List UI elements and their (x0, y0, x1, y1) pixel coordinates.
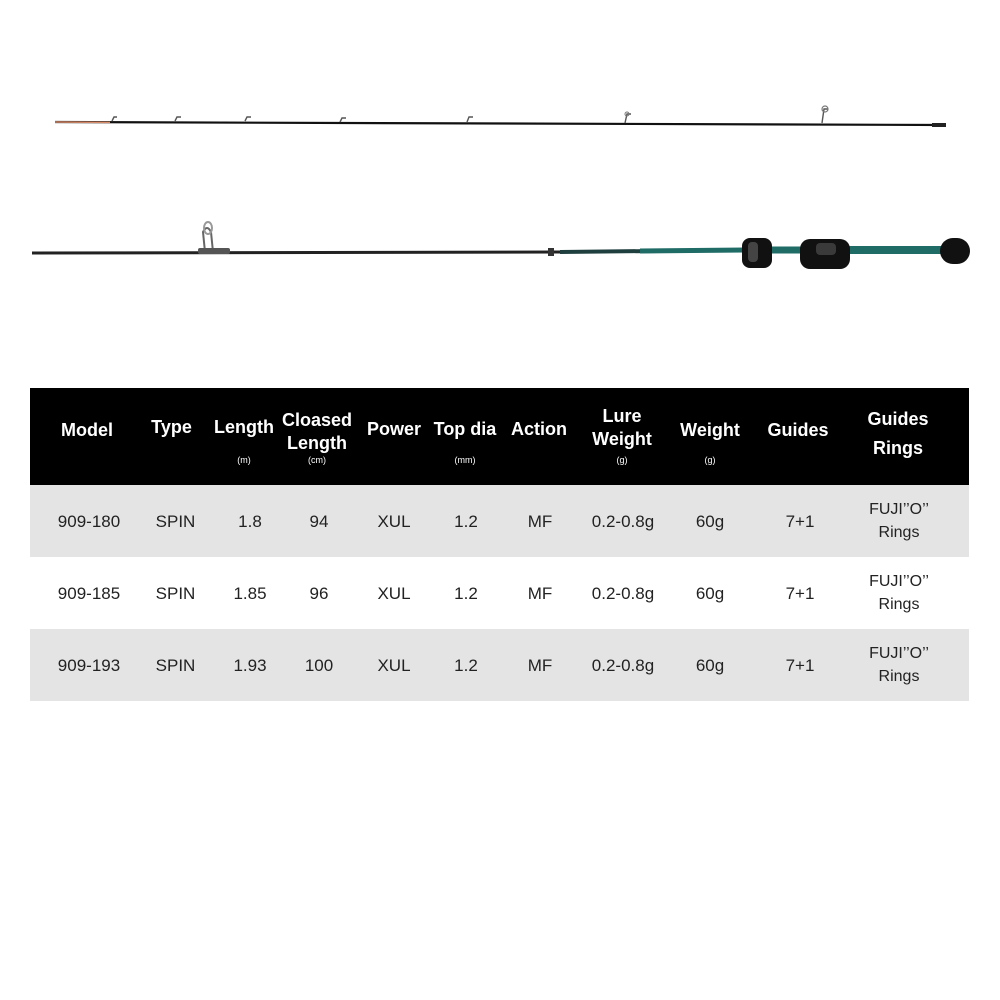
cell-type: SPIN (155, 511, 196, 531)
cell-power: XUL (377, 655, 411, 675)
cell-length: 1.85 (233, 583, 267, 603)
cell-type: SPIN (155, 583, 196, 603)
cell-guides: 7+1 (785, 655, 815, 675)
cell-top-dia: 1.2 (454, 655, 478, 675)
cell-model: 909-193 (57, 655, 121, 675)
header-lure-weight: Lure Weight (g) (592, 406, 652, 465)
header-top-dia: Top dia (mm) (433, 419, 497, 465)
cell-weight: 60g (695, 511, 725, 531)
rod-tip-section-icon (55, 106, 946, 127)
header-guides-rings: Guides Rings (867, 409, 929, 458)
header-model: Model (61, 420, 113, 440)
header-action: Action (511, 419, 567, 439)
cell-type: SPIN (155, 655, 196, 675)
cell-closed-length: 100 (304, 655, 334, 675)
header-closed-length: Cloased Length (cm) (281, 410, 353, 465)
cell-guides-rings: FUJI’’O’’ Rings (869, 645, 929, 685)
table-header-row (30, 388, 969, 485)
cell-top-dia: 1.2 (454, 583, 478, 603)
cell-action: MF (527, 583, 553, 603)
header-power: Power (366, 419, 422, 439)
cell-model: 909-180 (57, 511, 121, 531)
table-row (30, 485, 969, 557)
cell-closed-length: 96 (309, 583, 329, 603)
spec-table (30, 388, 969, 701)
table-row (30, 629, 969, 701)
cell-guides: 7+1 (785, 511, 815, 531)
header-weight: Weight (g) (680, 420, 740, 465)
cell-action: MF (527, 655, 553, 675)
header-type: Type (151, 417, 192, 437)
rod-butt-section-icon (32, 222, 970, 269)
header-guides: Guides (767, 420, 829, 440)
cell-top-dia: 1.2 (454, 511, 478, 531)
cell-guides-rings: FUJI’’O’’ Rings (869, 501, 929, 541)
cell-action: MF (527, 511, 553, 531)
cell-length: 1.93 (233, 655, 267, 675)
cell-guides: 7+1 (785, 583, 815, 603)
cell-lure-weight: 0.2-0.8g (591, 583, 655, 603)
cell-weight: 60g (695, 655, 725, 675)
table-row (30, 557, 969, 629)
cell-closed-length: 94 (309, 511, 329, 531)
cell-power: XUL (377, 583, 411, 603)
cell-weight: 60g (695, 583, 725, 603)
cell-length: 1.8 (238, 511, 262, 531)
header-length: Length (m) (214, 417, 274, 465)
rod-illustration (0, 90, 1000, 290)
cell-guides-rings: FUJI’’O’’ Rings (869, 573, 929, 613)
cell-lure-weight: 0.2-0.8g (591, 655, 655, 675)
cell-model: 909-185 (57, 583, 121, 603)
cell-power: XUL (377, 511, 411, 531)
cell-lure-weight: 0.2-0.8g (591, 511, 655, 531)
